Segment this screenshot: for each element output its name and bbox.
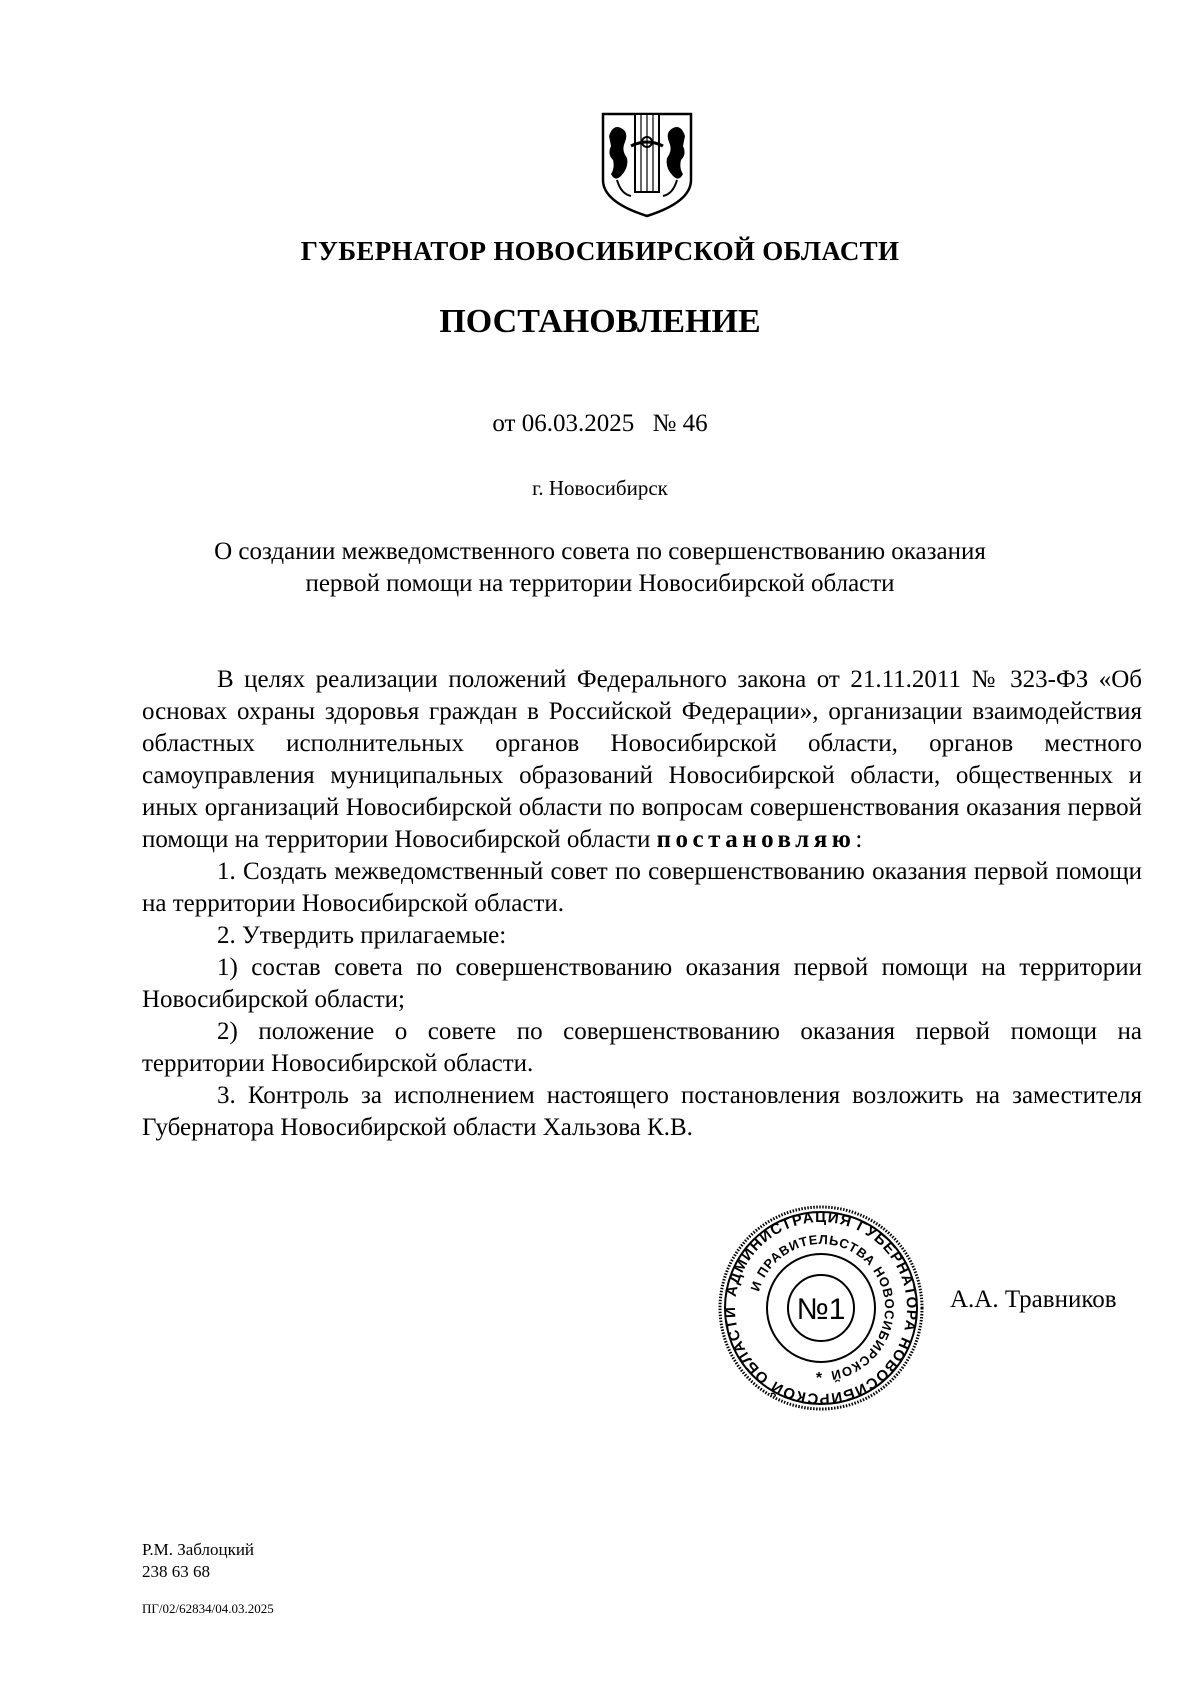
item-2: 2. Утвердить прилагаемые: bbox=[217, 922, 507, 949]
executor-phone: 238 63 68 bbox=[142, 1562, 210, 1581]
date-prefix: от bbox=[492, 410, 516, 437]
signatory-name: А.А. Травников bbox=[950, 1286, 1117, 1313]
city: г. Новосибирск bbox=[532, 476, 668, 500]
authority-title: ГУБЕРНАТОР НОВОСИБИРСКОЙ ОБЛАСТИ bbox=[300, 236, 900, 266]
executor-block bbox=[142, 1539, 254, 1583]
document-date: 06.03.2025 bbox=[521, 410, 635, 437]
preamble-paragraph bbox=[142, 664, 1142, 856]
seal-outer-text: АДМИНИСТРАЦИЯ ГУБЕРНАТОРА НОВОСИБИРСКОЙ ОБЛАСТИ bbox=[721, 1208, 921, 1408]
item-1: 1. Создать межведомственный совет по совершенствованию оказания первой помощи на территории Новосибирской области. bbox=[142, 858, 1142, 917]
preamble-text: В целях реализации положений Федерального закона от 21.11.2011 № 323-ФЗ «Об основах охраны здоровья граждан в Российской Федерации», организации взаимодействия областных исполнительных органов Новосибирской области, органов местного самоуправления муниципальных образований Новосибирской области, общественных и иных организаций Новосибирской области по вопросам совершенствования оказания первой помощи на территории Новосибирской области bbox=[142, 666, 1142, 853]
item-3: 3. Контроль за исполнением настоящего постановления возложить на заместителя Губернатора Новосибирской области Хальзова К.В. bbox=[142, 1082, 1142, 1141]
coat-of-arms-emblem bbox=[599, 110, 695, 220]
seal-inner-text: И ПРАВИТЕЛЬСТВА НОВОСИБИРСКОЙ bbox=[747, 1231, 898, 1384]
subject-line-2: первой помощи на территории Новосибирской области bbox=[305, 570, 895, 597]
item-2-2: 2) положение о совете по совершенствованию оказания первой помощи на территории Новосибирской области. bbox=[142, 1018, 1142, 1077]
document-body bbox=[142, 664, 1142, 1144]
document-subject bbox=[0, 536, 1200, 600]
document-reference: ПГ/02/62834/04.03.2025 bbox=[142, 1601, 274, 1616]
seal-star: * bbox=[815, 1370, 823, 1387]
executor-name: Р.М. Заблоцкий bbox=[142, 1540, 255, 1559]
document-number: № 46 bbox=[652, 410, 708, 437]
decree-word: постановляю bbox=[656, 826, 856, 853]
date-number-line bbox=[0, 410, 1200, 438]
document-type: ПОСТАНОВЛЕНИЕ bbox=[439, 303, 761, 340]
decree-colon: : bbox=[855, 826, 863, 853]
item-2-1: 1) состав совета по совершенствованию оказания первой помощи на территории Новосибирской области; bbox=[142, 954, 1142, 1013]
official-seal-stamp bbox=[716, 1203, 926, 1413]
seal-number: №1 bbox=[796, 1293, 846, 1326]
subject-line-1: О создании межведомственного совета по совершенствованию оказания bbox=[214, 538, 986, 565]
